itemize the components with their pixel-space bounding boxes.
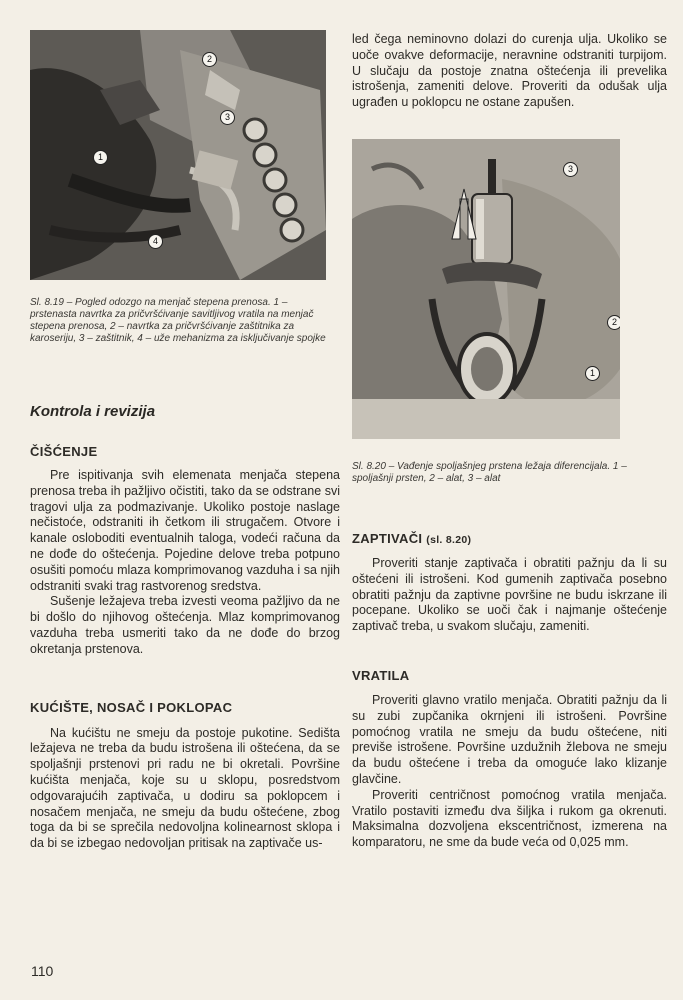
paragraph-kuciste-1: Na kućištu ne smeju da postoje pukotine. Sedišta ležajeva ne treba da budu istrošena ili oštećena, da se spoljašnji prstenovi pri radu ne bi okretali. Površine kućišta menjača, koje su u sklopu, posredstvom odgovarajućih zaptivača, u dodiru sa poklopcem i nosačem menjača, ne smeju da budu oštećene, zbog toga da bi se sprečila nedovoljna kolinearnost sklopa i da bi se izbegao nedovoljan pritisak na zaptivače us-: [30, 725, 340, 851]
gearbox-top-view-illustration: [30, 30, 326, 280]
page-number: 110: [31, 963, 54, 979]
figure-8-19-callout-4: 4: [148, 234, 163, 249]
left-column: [30, 30, 340, 852]
figure-8-19-photo: [30, 30, 326, 280]
figure-8-20-photo: [352, 139, 620, 439]
figure-8-19-caption: Sl. 8.19 – Pogled odozgo na menjač stepena prenosa. 1 – prstenasta navrtka za pričvršćivanje savitljivog vratila na menjač stepena prenosa, 2 – navrtka za pričvršćivanje zaštitnika za karoseriju, 3 – zaštitnik, 4 – uže mehanizma za isključivanje spojke: [30, 297, 326, 344]
paragraph-vratila-2: Proveriti centričnost pomoćnog vratila menjača. Vratilo postaviti između dva šiljka i rukom ga okrenuti. Maksimalna dozvoljena ekscentričnost, izmerena na komparatoru, ne sme da bude veća od 0,025 mm.: [352, 787, 667, 850]
figure-8-19-callout-3: 3: [220, 110, 235, 125]
subheading-zaptivaci-figure-ref: (sl. 8.20): [426, 533, 472, 546]
paragraph-zaptivaci-1: Proveriti stanje zaptivača i obratiti pažnju da li su oštećeni ili istrošeni. Kod gumenih zaptivača posebno obratiti pažnju da zaptivne površine ne budu iskrzane ili pocepane. Ukoliko se uoči čak i najmanje oštećenje zaptivač treba, u svakom slučaju, zameniti.: [352, 555, 667, 634]
figure-8-20-callout-1: 1: [585, 366, 600, 381]
right-column: [352, 30, 667, 851]
figure-8-19-callout-2: 2: [202, 52, 217, 67]
paragraph-ciscenje-2: Sušenje ležajeva treba izvesti veoma pažljivo da ne bi došlo do njihovog oštećenja. Mlaz komprimovanog vazduha treba usmeriti tako da ne dođe do brzog okretanja prstenova.: [30, 594, 340, 656]
subheading-ciscenje: ČIŠĆENJE: [30, 444, 98, 459]
subheading-zaptivaci-title: ZAPTIVAČI: [352, 530, 423, 546]
paragraph-continuation: led čega neminovno dolazi do curenja ulja. Ukoliko se uoče ovakve deformacije, neravnine odstraniti turpijom. U slučaju da postoje znatna oštećenja ili prevelika istrošenja, zameniti delove. Proveriti da odušak ulja ugrađen u poklopcu ne ostane zapušen.: [352, 32, 667, 110]
figure-8-19-callout-1: 1: [93, 150, 108, 165]
figure-8-20-caption: Sl. 8.20 – Vađenje spoljašnjeg prstena ležaja diferencijala. 1 – spoljašnji prsten, 2 – alat, 3 – alat: [352, 460, 627, 484]
section-heading-kontrola: Kontrola i revizija: [30, 403, 156, 420]
differential-bearing-removal-illustration: [352, 139, 620, 439]
subheading-vratila: VRATILA: [352, 667, 410, 683]
subheading-kuciste: KUĆIŠTE, NOSAČ I POKLOPAC: [30, 699, 233, 715]
figure-8-20-callout-3: 3: [563, 162, 578, 177]
paragraph-ciscenje-1: Pre ispitivanja svih elemenata menjača stepena prenosa treba ih pažljivo očistiti, tako da se odstrane svi tragovi ulja za podmazivanje. Ukoliko postoje naslage nečistoće, odstraniti ih četkom ili strugačem. Otvore i kanale osloboditi eventualnih taloga, vodeći računa da ne dođe do oštećenja. Pojedine delove treba potpuno osušiti pomoću mlaza komprimovanog vazduha i sa njih odstraniti svaki trag rastvorenog sredstva.: [30, 468, 340, 593]
subheading-zaptivaci: [352, 531, 667, 546]
paragraph-vratila-1: Proveriti glavno vratilo menjača. Obratiti pažnju da li su zubi zupčanika okrnjeni ili istrošeni. Površine pomoćnog vratila ne smeju da budu oštećene, niti previše istrošene. Površine uzdužnih žlebova ne smeju da budu oštećene i treba da omoguće lako klizanje glavčine.: [352, 692, 667, 786]
figure-8-20-callout-2: 2: [607, 315, 620, 330]
